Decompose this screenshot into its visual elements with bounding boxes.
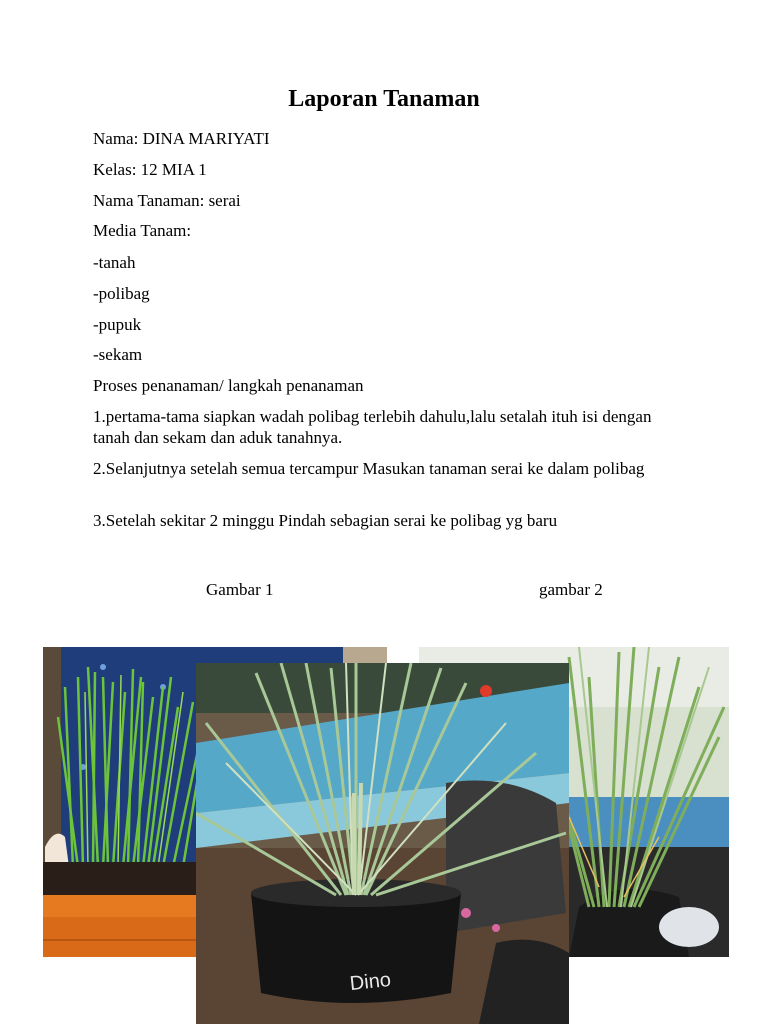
pot-label: Dino <box>348 968 392 996</box>
photo-lemongrass-polybag <box>196 663 569 1024</box>
step-3: 3.Setelah sekitar 2 minggu Pindah sebagian serai ke polibag yg baru <box>93 511 558 530</box>
media-item: -tanah <box>93 253 136 272</box>
plant-name: Nama Tanaman: serai <box>93 191 241 210</box>
caption-gambar-1: Gambar 1 <box>206 580 274 599</box>
media-item: -pupuk <box>93 315 142 334</box>
step-1: 1.pertama-tama siapkan wadah polibag terlebih dahulu,lalu setalah ituh isi dengan tanah dan sekam dan aduk tanahnya. <box>93 407 652 447</box>
media-label: Media Tanam: <box>93 221 192 240</box>
student-name: Nama: DINA MARIYATI <box>93 129 270 148</box>
page-title: Laporan Tanaman <box>288 86 480 112</box>
media-item: -polibag <box>93 284 150 303</box>
media-item: -sekam <box>93 345 143 364</box>
student-class: Kelas: 12 MIA 1 <box>93 160 207 179</box>
step-2: 2.Selanjutnya setelah semua tercampur Masukan tanaman serai ke dalam polibag <box>93 459 645 478</box>
process-label: Proses penanaman/ langkah penanaman <box>93 376 364 395</box>
caption-gambar-2: gambar 2 <box>539 580 603 599</box>
